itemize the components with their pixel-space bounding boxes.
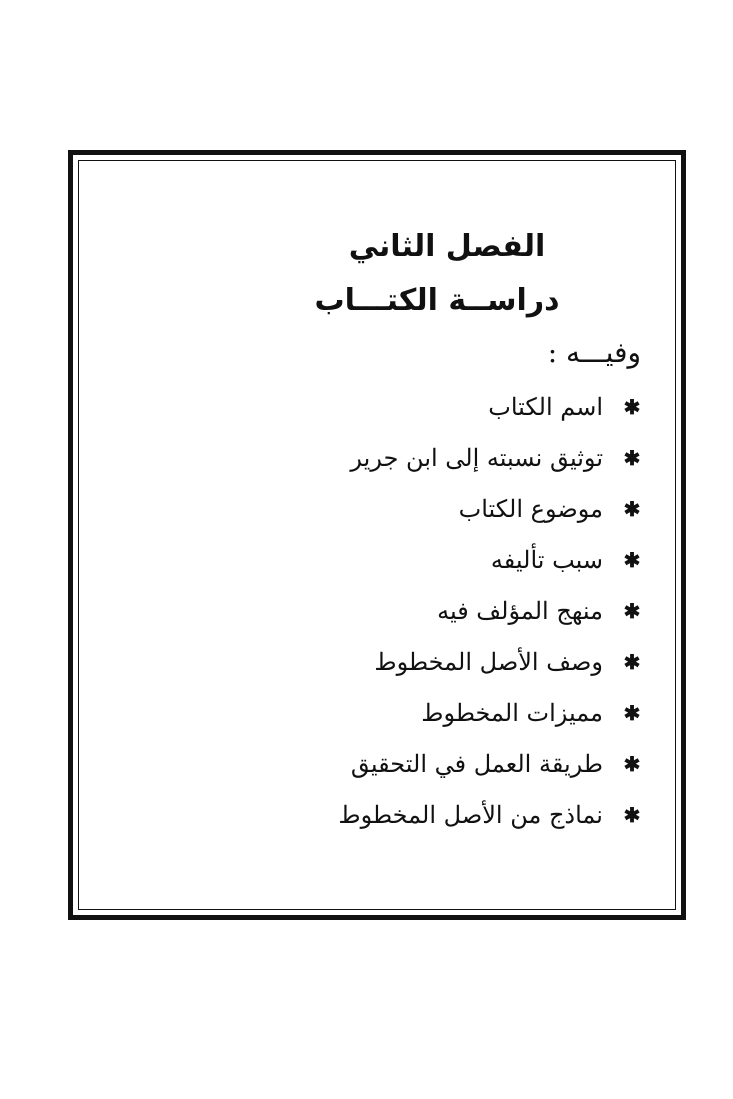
topic-text: سبب تأليفه	[490, 545, 603, 574]
chapter-subtitle: دراســة الكتـــاب	[314, 283, 560, 318]
topic-item	[338, 483, 641, 534]
topic-text: وصف الأصل المخطوط	[374, 647, 603, 676]
topic-item	[338, 381, 641, 432]
intro-text: وفيـــه :	[547, 336, 641, 369]
asterisk-bullet-icon: ✱	[623, 751, 641, 776]
chapter-title: الفصل الثاني	[348, 229, 546, 264]
topic-list	[338, 381, 641, 840]
topic-item	[338, 585, 641, 636]
asterisk-bullet-icon: ✱	[623, 802, 641, 827]
asterisk-bullet-icon: ✱	[623, 547, 641, 572]
asterisk-bullet-icon: ✱	[623, 649, 641, 674]
asterisk-bullet-icon: ✱	[623, 700, 641, 725]
asterisk-bullet-icon: ✱	[623, 445, 641, 470]
topic-item	[338, 738, 641, 789]
topic-text: توثيق نسبته إلى ابن جرير	[350, 443, 603, 472]
topic-text: نماذج من الأصل المخطوط	[338, 800, 603, 829]
page-content	[73, 155, 681, 915]
topic-text: موضوع الكتاب	[458, 494, 603, 523]
topic-text: طريقة العمل في التحقيق	[350, 749, 603, 778]
topic-text: منهج المؤلف فيه	[437, 596, 603, 625]
topic-item	[338, 789, 641, 840]
topic-text: اسم الكتاب	[488, 392, 603, 421]
topic-item	[338, 534, 641, 585]
page-border-outer	[68, 150, 686, 920]
asterisk-bullet-icon: ✱	[623, 598, 641, 623]
topic-item	[338, 432, 641, 483]
asterisk-bullet-icon: ✱	[623, 394, 641, 419]
topic-item	[338, 687, 641, 738]
topic-text: مميزات المخطوط	[421, 698, 603, 727]
asterisk-bullet-icon: ✱	[623, 496, 641, 521]
topic-item	[338, 636, 641, 687]
